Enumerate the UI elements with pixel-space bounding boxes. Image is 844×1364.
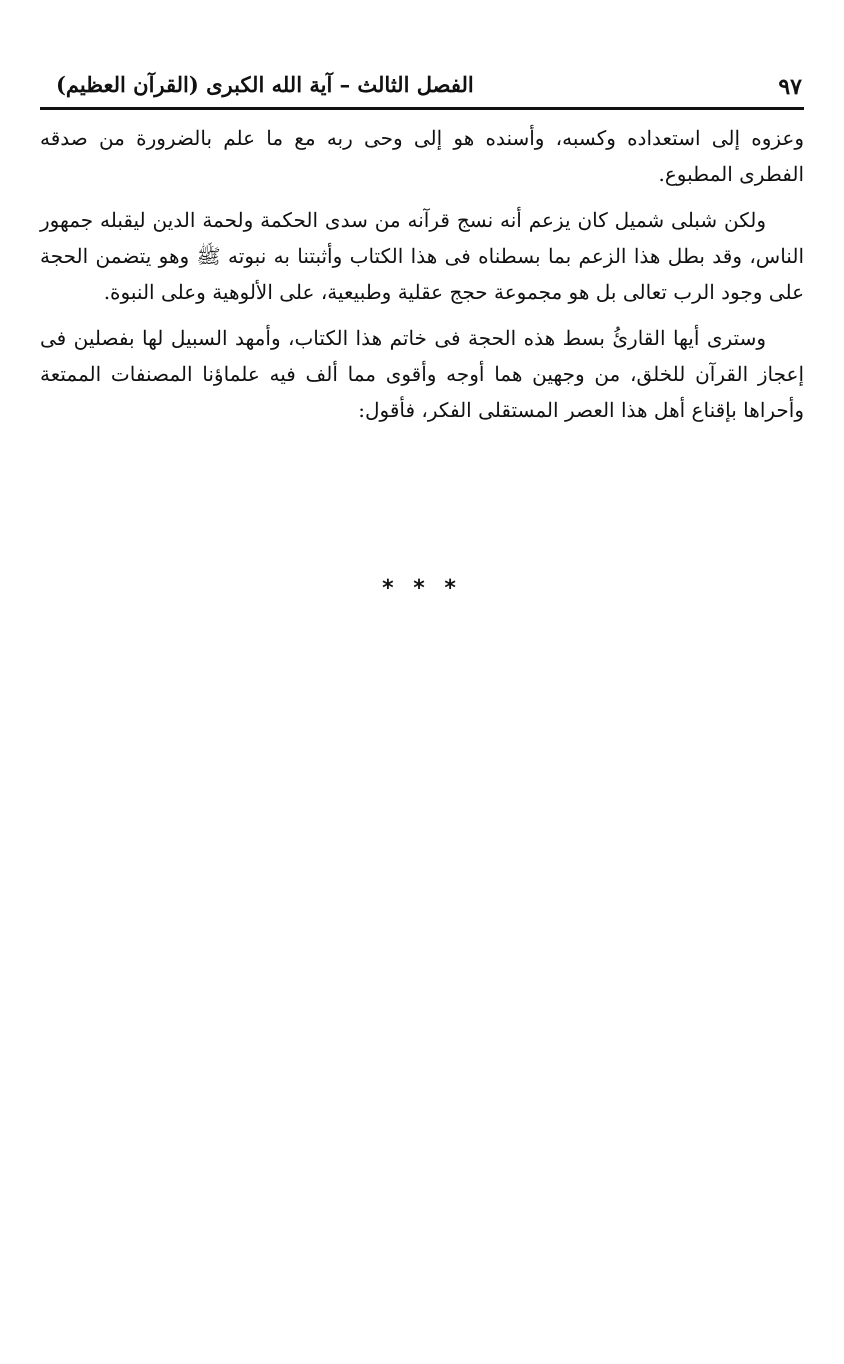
page-number: ٩٧ <box>778 74 802 100</box>
running-head <box>40 68 804 106</box>
paragraph-3: وسترى أيها القارئُ بسط هذه الحجة فى خاتم هذا الكتاب، وأمهد السبيل لها بفصلين فى إعجاز القرآن للخلق، من وجهين هما أوجه وأقوى مما ألف فيه علماؤنا المصنفات الممتعة وأحراها بإقناع أهل هذا العصر المستقلى الفكر، فأقول: <box>40 326 805 422</box>
header-rule <box>40 107 804 110</box>
paragraph-1: وعزوه إلى استعداده وكسبه، وأسنده هو إلى وحى ربه مع ما علم بالضرورة من صدقه الفطرى المطبوع. <box>40 126 804 186</box>
body-text <box>40 120 804 438</box>
paragraph-2: ولكن شبلى شميل كان يزعم أنه نسج قرآنه من سدى الحكمة ولحمة الدين ليقبله جمهور الناس، وقد بطل هذا الزعم بما بسطناه فى هذا الكتاب وأثبتنا به نبوته ﷺ وهو يتضمن الحجة على وجود الرب تعالى بل هو مجموعة حجج عقلية وطبيعية، على الألوهية وعلى النبوة. <box>40 208 804 304</box>
chapter-title: الفصل الثالث – آية الله الكبرى (القرآن العظيم) <box>56 72 474 97</box>
section-separator: * * * <box>382 576 462 601</box>
